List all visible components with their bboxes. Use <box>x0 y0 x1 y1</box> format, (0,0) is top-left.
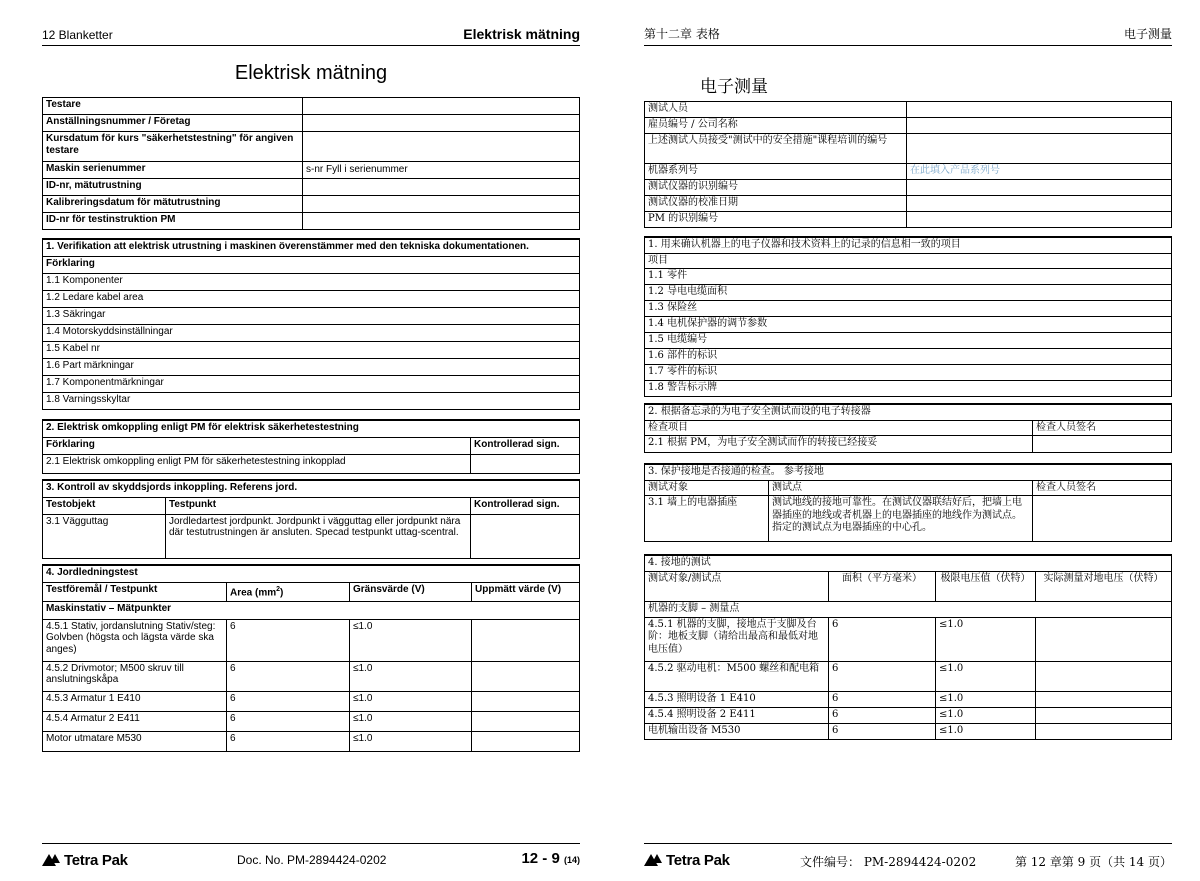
test-point: Jordledartest jordpunkt. Jordpunkt i vägguttag eller jordpunkt nära där testutrustningen är ansluten. Specad testpunkt uttag-scentral. <box>166 514 471 558</box>
column-header: Kontrollerad sign. <box>471 437 580 454</box>
section-3-table <box>42 479 580 559</box>
info-value-field[interactable] <box>907 134 1172 164</box>
column-header: 测试对象/测试点 <box>645 571 829 601</box>
list-item: 1.7 零件的标识 <box>645 365 1172 381</box>
list-item: 1.4 Motorskyddsinställningar <box>43 324 580 341</box>
area-value: 6 <box>227 691 350 711</box>
info-label: 上述测试人员接受"测试中的安全措施"课程培训的编号 <box>645 134 907 164</box>
area-value: 6 <box>829 707 936 723</box>
list-item: 1.3 Säkringar <box>43 307 580 324</box>
serial-number-field[interactable]: s-nr Fyll i serienummer <box>303 162 580 179</box>
list-item: 1.8 Varningsskyltar <box>43 392 580 409</box>
section-1-table <box>42 238 580 410</box>
area-value: 6 <box>829 617 936 661</box>
column-header: Gränsvärde (V) <box>350 582 472 601</box>
section-title: 2. 根据备忘录的为电子安全测试而设的电子转接器 <box>645 404 1172 420</box>
group-header: 机器的支脚 – 测量点 <box>645 601 1172 617</box>
column-header: 极限电压值（伏特） <box>936 571 1036 601</box>
info-label: Testare <box>43 98 303 115</box>
area-value: 6 <box>829 723 936 739</box>
test-object: 4.5.2 Drivmotor; M500 skruv till anslutningskåpa <box>43 661 227 691</box>
document-number: Doc. No. PM-2894424-0202 <box>237 853 387 867</box>
section-3-table <box>644 463 1172 542</box>
measured-value-field[interactable] <box>1036 661 1172 691</box>
info-value-field[interactable] <box>303 132 580 162</box>
info-value-field[interactable] <box>907 118 1172 134</box>
serial-number-field[interactable]: 在此填入产品系列号 <box>907 164 1172 180</box>
page-title: 电子测量 <box>700 77 768 97</box>
section-title: 1. 用来确认机器上的电子仪器和技术资料上的记录的信息相一致的项目 <box>645 237 1172 253</box>
test-object: 4.5.1 机器的支脚，接地点于支脚及台阶：地板支脚（请给出最高和最低对地电压值） <box>645 617 829 661</box>
page-footer <box>644 843 1172 873</box>
test-object: 4.5.1 Stativ, jordanslutning Stativ/steg: Golvben (högsta och lägsta värde ska anges) <box>43 619 227 661</box>
test-object: 3.1 墙上的电器插座 <box>645 496 769 542</box>
test-object: 电机输出设备 M530 <box>645 723 829 739</box>
section-1-table <box>644 236 1172 397</box>
signature-field[interactable] <box>471 454 580 473</box>
chinese-page <box>644 0 1172 881</box>
limit-value: ≤1.0 <box>936 617 1036 661</box>
column-header: Förklaring <box>43 437 471 454</box>
test-object: 4.5.3 Armatur 1 E410 <box>43 691 227 711</box>
column-header: Kontrollerad sign. <box>471 497 580 514</box>
list-item: 1.1 Komponenter <box>43 273 580 290</box>
page-footer <box>42 843 580 873</box>
limit-value: ≤1.0 <box>350 661 472 691</box>
column-header: 实际测量对地电压（伏特） <box>1036 571 1172 601</box>
column-header: Testföremål / Testpunkt <box>43 582 227 601</box>
test-object: 3.1 Vägguttag <box>43 514 166 558</box>
measured-value-field[interactable] <box>472 691 580 711</box>
tetra-pak-logo-icon <box>644 852 662 866</box>
info-value-field[interactable] <box>303 196 580 213</box>
column-header: Testobjekt <box>43 497 166 514</box>
page-header <box>644 26 1172 46</box>
section-title: 1. Verifikation att elektrisk utrustning i maskinen överenstämmer med den tekniska dokumentationen. <box>43 239 580 256</box>
section-title: 2. Elektrisk omkoppling enligt PM för elektrisk säkerhetestestning <box>43 420 580 437</box>
info-label: Kursdatum för kurs "säkerhetstestning" för angiven testare <box>43 132 303 162</box>
column-header: Förklaring <box>43 256 580 273</box>
info-label: 测试人员 <box>645 102 907 118</box>
section-title: 4. Jordledningstest <box>43 565 580 582</box>
table-row-label: 2.1 Elektrisk omkoppling enligt PM för säkerhetestestning inkopplad <box>43 454 471 473</box>
limit-value: ≤1.0 <box>350 711 472 731</box>
section-title: 3. 保护接地是否接通的检查。 参考接地 <box>645 464 1172 480</box>
group-header: Maskinstativ – Mätpunkter <box>43 601 580 619</box>
info-value-field[interactable] <box>303 213 580 230</box>
limit-value: ≤1.0 <box>350 691 472 711</box>
list-item: 1.2 Ledare kabel area <box>43 290 580 307</box>
list-item: 1.6 部件的标识 <box>645 349 1172 365</box>
column-header: 测试点 <box>769 480 1033 496</box>
test-point: 测试地线的接地可靠性。在测试仪器联结好后，把墙上电器插座的地线或者机器上的电器插座的地线作为测试点。指定的测试点为电器插座的中心孔。 <box>769 496 1033 542</box>
info-label: 雇员编号 / 公司名称 <box>645 118 907 134</box>
measured-value-field[interactable] <box>472 731 580 751</box>
info-label: Maskin serienummer <box>43 162 303 179</box>
section-2-table <box>644 403 1172 453</box>
tetra-pak-logo: Tetra Pak <box>644 852 730 869</box>
area-value: 6 <box>227 661 350 691</box>
section-label: Elektrisk mätning <box>463 26 580 42</box>
list-item: 1.8 警告标示牌 <box>645 381 1172 397</box>
column-header: 测试对象 <box>645 480 769 496</box>
test-object: Motor utmatare M530 <box>43 731 227 751</box>
tetra-pak-logo: Tetra Pak <box>42 852 128 869</box>
info-value-field[interactable] <box>303 179 580 196</box>
page-number: 12 - 9 (14) <box>521 850 580 867</box>
area-value: 6 <box>227 711 350 731</box>
test-object: 4.5.2 驱动电机：M500 螺丝和配电箱 <box>645 661 829 691</box>
document-number: 文件编号： PM-2894424-0202 <box>800 855 977 869</box>
info-label: 测试仪器的识别编号 <box>645 180 907 196</box>
area-value: 6 <box>829 661 936 691</box>
list-item: 1.6 Part märkningar <box>43 358 580 375</box>
tetra-pak-logo-icon <box>42 852 60 866</box>
measured-value-field[interactable] <box>1036 707 1172 723</box>
info-value-field[interactable] <box>303 98 580 115</box>
info-value-field[interactable] <box>907 180 1172 196</box>
column-header: 检查人员签名 <box>1033 420 1172 436</box>
page-number: 第 12 章第 9 页（共 14 页） <box>1014 855 1172 869</box>
limit-value: ≤1.0 <box>936 723 1036 739</box>
list-item: 1.3 保险丝 <box>645 301 1172 317</box>
signature-field[interactable] <box>471 514 580 558</box>
section-title: 3. Kontroll av skyddsjords inkoppling. Referens jord. <box>43 480 580 497</box>
signature-field[interactable] <box>1033 436 1172 453</box>
list-item: 1.5 Kabel nr <box>43 341 580 358</box>
info-label: PM 的识别编号 <box>645 212 907 228</box>
swedish-page <box>42 0 580 881</box>
table-row-label: 2.1 根据 PM，为电子安全测试而作的转接已经接妥 <box>645 436 1033 453</box>
page-title: Elektrisk mätning <box>234 62 388 84</box>
measured-value-field[interactable] <box>472 619 580 661</box>
info-label: ID-nr, mätutrustning <box>43 179 303 196</box>
section-title: 4. 接地的测试 <box>645 555 1172 571</box>
column-header: Testpunkt <box>166 497 471 514</box>
limit-value: ≤1.0 <box>936 707 1036 723</box>
list-item: 1.1 零件 <box>645 269 1172 285</box>
list-item: 1.2 导电电缆面积 <box>645 285 1172 301</box>
info-value-field[interactable] <box>907 196 1172 212</box>
column-header-area: Area $(mm^2)$ <box>227 582 350 601</box>
column-header: 项目 <box>645 253 1172 269</box>
info-value-field[interactable] <box>907 102 1172 118</box>
section-label: 电子测量 <box>1123 27 1172 41</box>
limit-value: ≤1.0 <box>936 691 1036 707</box>
test-object: 4.5.3 照明设备 1 E410 <box>645 691 829 707</box>
info-label: ID-nr för testinstruktion PM <box>43 213 303 230</box>
measured-value-field[interactable] <box>472 661 580 691</box>
section-4-table <box>42 564 580 752</box>
measured-value-field[interactable] <box>472 711 580 731</box>
limit-value: ≤1.0 <box>350 731 472 751</box>
signature-field[interactable] <box>1033 496 1172 542</box>
page-header <box>42 22 580 46</box>
info-label: 机器系列号 <box>645 164 907 180</box>
test-object: 4.5.4 照明设备 2 E411 <box>645 707 829 723</box>
area-value: 6 <box>227 619 350 661</box>
column-header: Uppmätt värde (V) <box>472 582 580 601</box>
measured-value-field[interactable] <box>1036 617 1172 661</box>
column-header: 检查人员签名 <box>1033 480 1172 496</box>
measured-value-field[interactable] <box>1036 691 1172 707</box>
section-2-table <box>42 419 580 474</box>
section-4-table <box>644 554 1172 740</box>
measured-value-field[interactable] <box>1036 723 1172 739</box>
info-table <box>644 101 1172 228</box>
list-item: 1.7 Komponentmärkningar <box>43 375 580 392</box>
list-item: 1.5 电缆编号 <box>645 333 1172 349</box>
list-item: 1.4 电机保护器的调节参数 <box>645 317 1172 333</box>
info-value-field[interactable] <box>907 212 1172 228</box>
area-value: 6 <box>227 731 350 751</box>
info-value-field[interactable] <box>303 115 580 132</box>
area-value: 6 <box>829 691 936 707</box>
column-header: 检查项目 <box>645 420 1033 436</box>
column-header: 面积（平方毫米） <box>829 571 936 601</box>
chapter-label: 12 Blanketter <box>42 28 113 42</box>
chapter-label: 第十二章 表格 <box>644 27 720 41</box>
limit-value: ≤1.0 <box>936 661 1036 691</box>
info-label: 测试仪器的校准日期 <box>645 196 907 212</box>
limit-value: ≤1.0 <box>350 619 472 661</box>
info-label: Anställningsnummer / Företag <box>43 115 303 132</box>
test-object: 4.5.4 Armatur 2 E411 <box>43 711 227 731</box>
info-label: Kalibreringsdatum för mätutrustning <box>43 196 303 213</box>
info-table <box>42 97 580 230</box>
